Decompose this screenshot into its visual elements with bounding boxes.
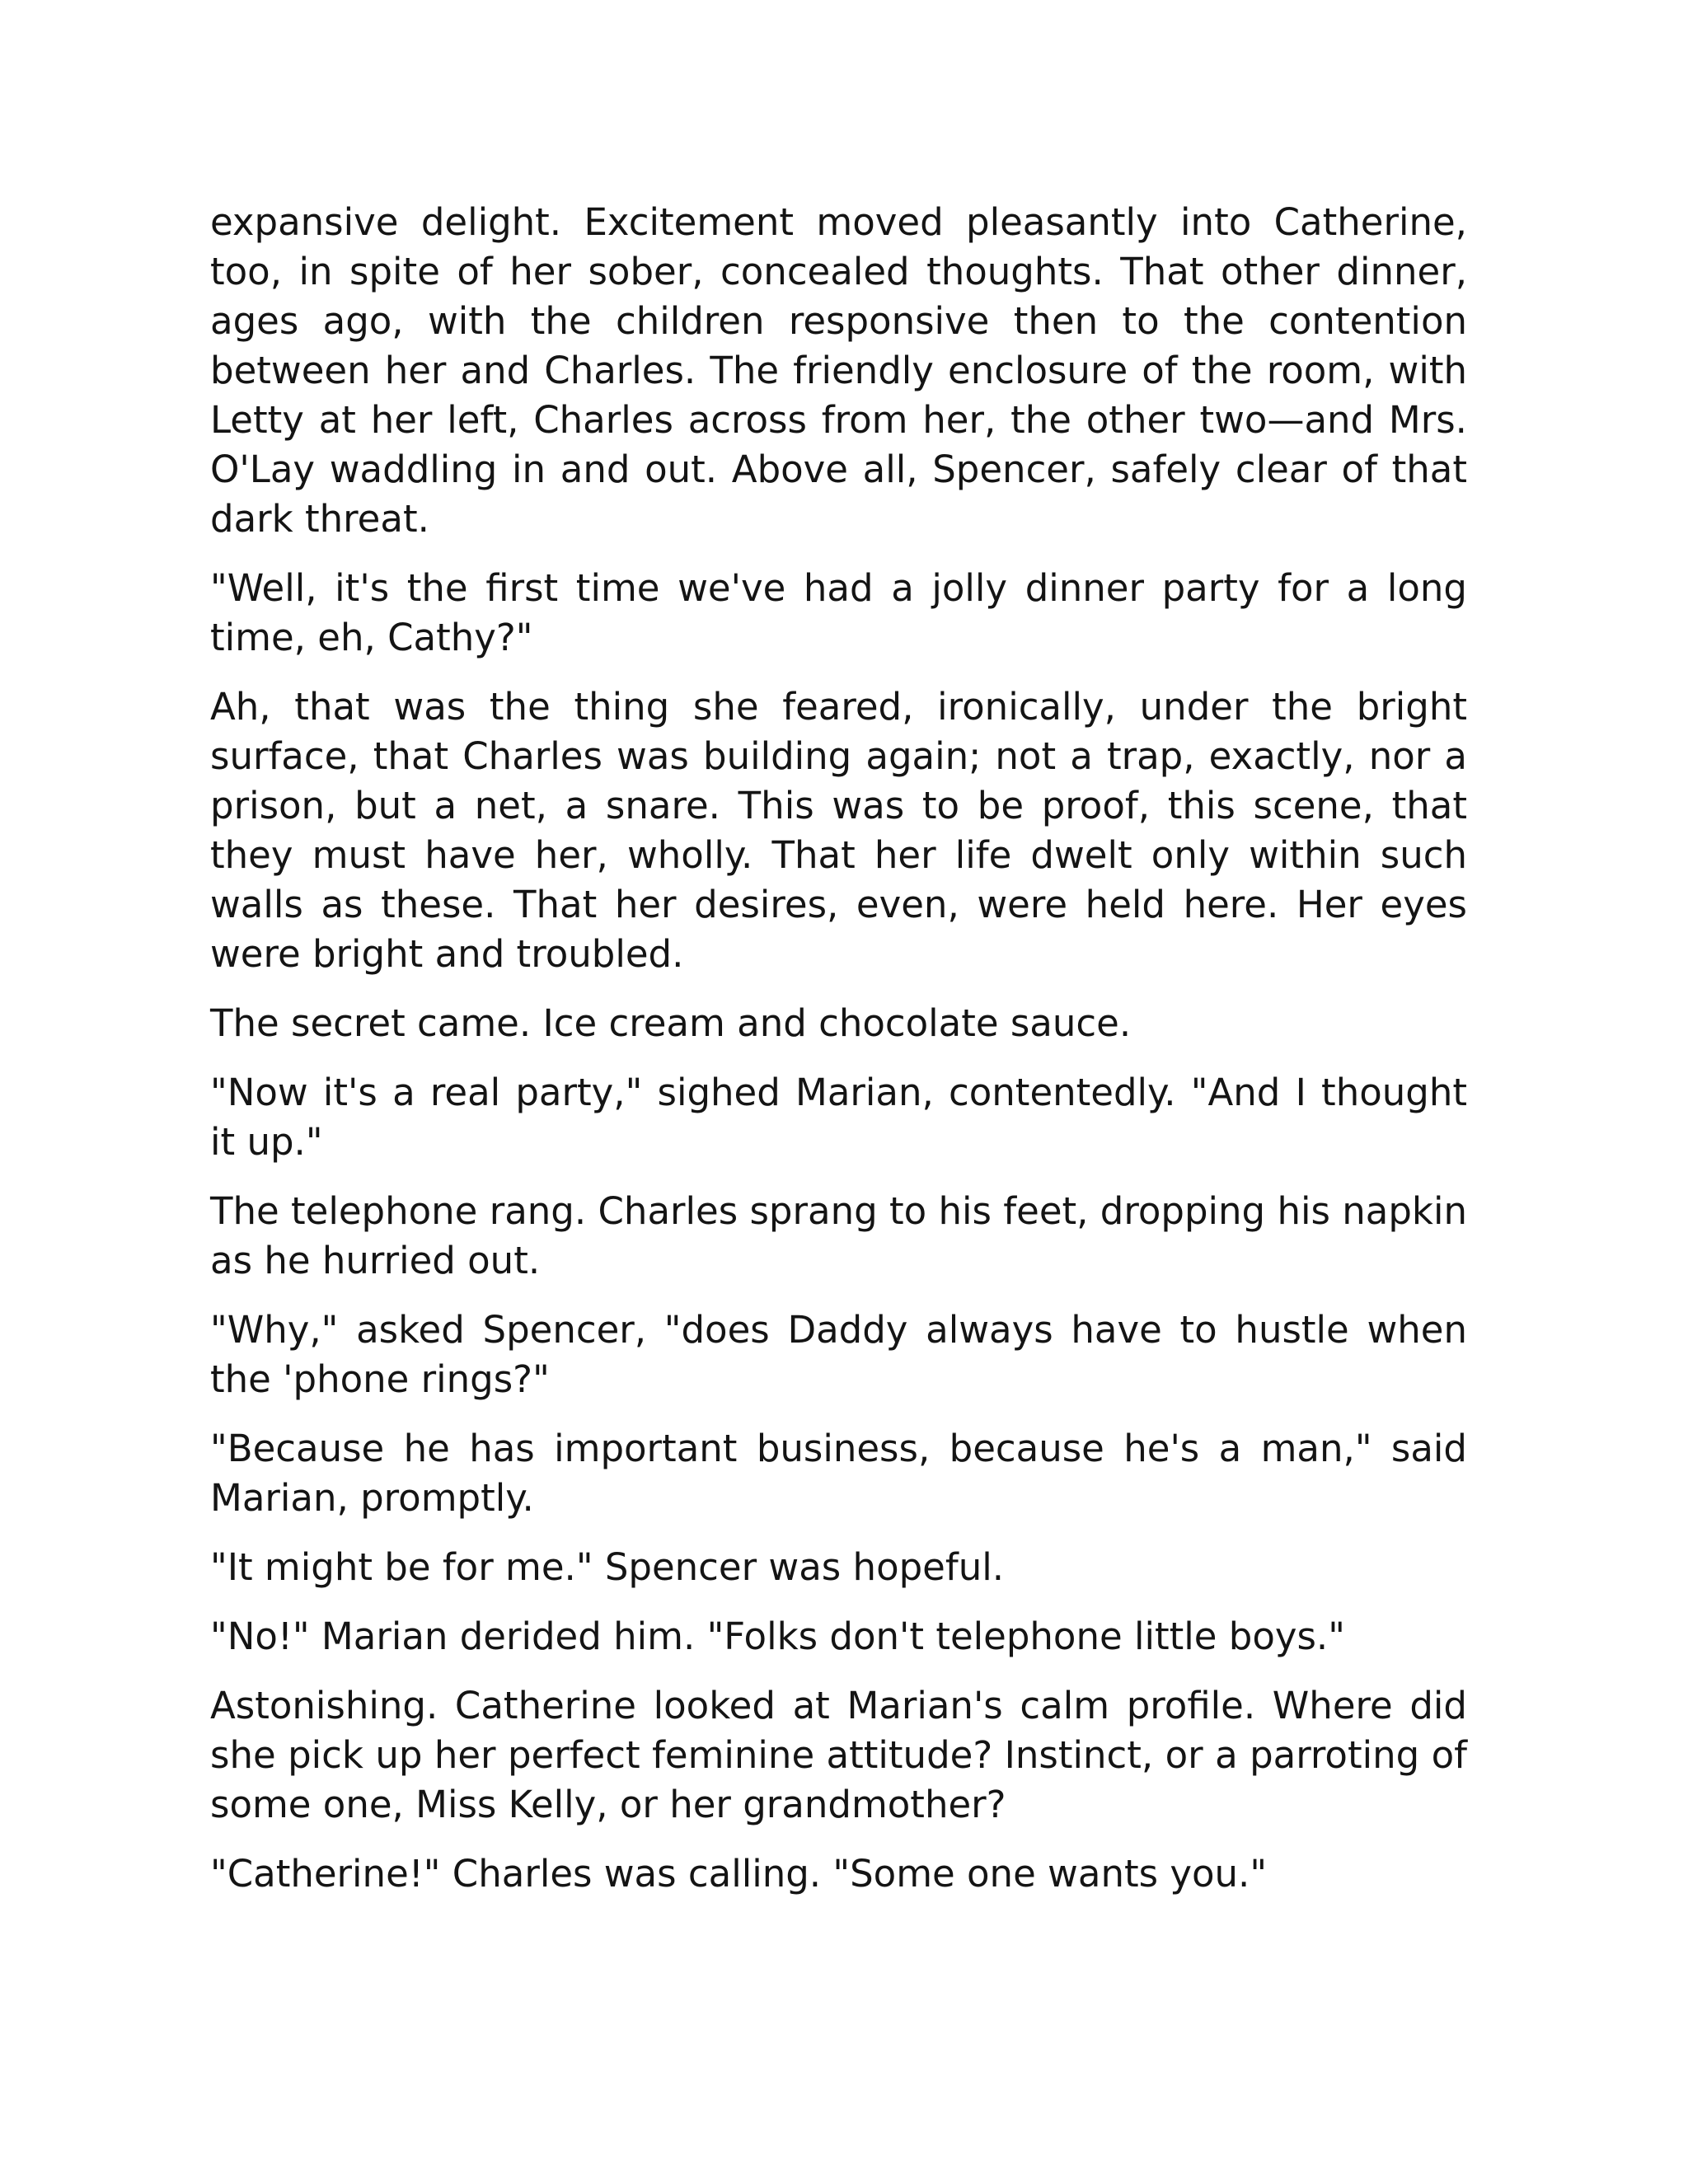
paragraph-7: "Why," asked Spencer, "does Daddy always have to hustle when the 'phone rings?" bbox=[210, 1308, 1467, 1401]
paragraph-1: expansive delight. Excitement moved pleasantly into Catherine, too, in spite of her sober, concealed thoughts. That other dinner, ages ago, with the children responsive then to the contention between her and Charles. The friendly enclosure of the room, with Letty at her left, Charles across from her, the other two—and Mrs. O'Lay waddling in and out. Above all, Spencer, safely clear of that dark threat. bbox=[210, 200, 1467, 541]
paragraph-12: "Catherine!" Charles was calling. "Some one wants you." bbox=[210, 1852, 1268, 1896]
paragraph-8: "Because he has important business, because he's a man," said Marian, promptly. bbox=[210, 1427, 1467, 1520]
paragraph-9: "It might be for me." Spencer was hopeful. bbox=[210, 1545, 1005, 1589]
paragraph-11: Astonishing. Catherine looked at Marian's calm profile. Where did she pick up her perfect feminine attitude? Instinct, or a parroting of some one, Miss Kelly, or her grandmother? bbox=[210, 1684, 1467, 1826]
paragraph-6: The telephone rang. Charles sprang to his feet, dropping his napkin as he hurried out. bbox=[210, 1189, 1467, 1282]
paragraph-4: The secret came. Ice cream and chocolate sauce. bbox=[210, 1001, 1132, 1045]
page-body bbox=[210, 198, 1467, 1919]
paragraph-3: Ah, that was the thing she feared, ironically, under the bright surface, that Charles was building again; not a trap, exactly, nor a prison, but a net, a snare. This was to be proof, this scene, that they must have her, wholly. That her life dwelt only within such walls as these. That her desires, even, were held here. Her eyes were bright and troubled. bbox=[210, 685, 1467, 976]
paragraph-10: "No!" Marian derided him. "Folks don't telephone little boys." bbox=[210, 1615, 1345, 1658]
paragraph-2: "Well, it's the first time we've had a jolly dinner party for a long time, eh, Cathy?" bbox=[210, 566, 1467, 659]
paragraph-5: "Now it's a real party," sighed Marian, contentedly. "And I thought it up." bbox=[210, 1071, 1467, 1164]
